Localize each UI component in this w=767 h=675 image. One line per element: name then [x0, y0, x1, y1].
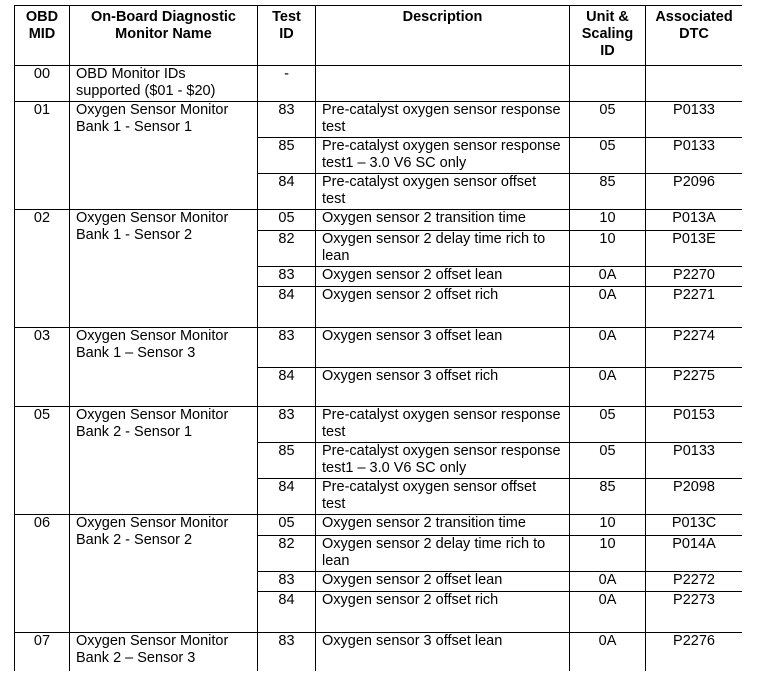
description-cell: Oxygen sensor 2 delay time rich to lean	[316, 231, 570, 267]
description-cell: Oxygen sensor 2 transition time	[316, 515, 570, 536]
description-cell: Pre-catalyst oxygen sensor offset test	[316, 479, 570, 515]
table-row	[15, 66, 743, 102]
test-id-cell: 83	[258, 633, 316, 672]
unit-cell: 10	[570, 515, 646, 536]
unit-cell: 0A	[570, 592, 646, 633]
dtc-cell: P2098	[646, 479, 743, 515]
obd-monitor-table	[14, 5, 742, 671]
unit-cell: 0A	[570, 328, 646, 368]
unit-cell: 10	[570, 210, 646, 231]
dtc-cell: P0133	[646, 102, 743, 138]
dtc-cell: P2270	[646, 267, 743, 287]
dtc-cell: P013E	[646, 231, 743, 267]
test-id-cell: 84	[258, 368, 316, 407]
description-cell: Oxygen sensor 2 offset lean	[316, 572, 570, 592]
dtc-cell: P013A	[646, 210, 743, 231]
test-id-cell: 85	[258, 138, 316, 174]
description-cell: Oxygen sensor 3 offset lean	[316, 633, 570, 672]
description-cell: Oxygen sensor 3 offset lean	[316, 328, 570, 368]
test-id-cell: 05	[258, 515, 316, 536]
header-associated-dtc: Associated DTC	[646, 6, 743, 66]
header-description: Description	[316, 6, 570, 66]
mid-cell: 06	[15, 515, 70, 633]
dtc-cell: P2096	[646, 174, 743, 210]
test-id-cell: 83	[258, 407, 316, 443]
unit-cell: 0A	[570, 287, 646, 328]
unit-cell: 0A	[570, 633, 646, 672]
header-unit-scaling-id: Unit & Scaling ID	[570, 6, 646, 66]
unit-cell	[570, 66, 646, 102]
dtc-cell: P2271	[646, 287, 743, 328]
mid-cell: 02	[15, 210, 70, 328]
monitor-name-cell: OBD Monitor IDs supported ($01 - $20)	[70, 66, 258, 102]
dtc-cell	[646, 66, 743, 102]
test-id-cell: 84	[258, 174, 316, 210]
dtc-cell: P0153	[646, 407, 743, 443]
description-cell: Oxygen sensor 2 delay time rich to lean	[316, 536, 570, 572]
unit-cell: 85	[570, 174, 646, 210]
description-cell: Pre-catalyst oxygen sensor response test	[316, 102, 570, 138]
dtc-cell: P2276	[646, 633, 743, 672]
unit-cell: 05	[570, 138, 646, 174]
unit-cell: 0A	[570, 572, 646, 592]
header-monitor-name: On-Board Diagnostic Monitor Name	[70, 6, 258, 66]
test-id-cell: -	[258, 66, 316, 102]
description-cell	[316, 66, 570, 102]
description-cell: Pre-catalyst oxygen sensor response test	[316, 407, 570, 443]
monitor-name-cell: Oxygen Sensor Monitor Bank 1 - Sensor 1	[70, 102, 258, 210]
test-id-cell: 05	[258, 210, 316, 231]
dtc-cell: P2275	[646, 368, 743, 407]
dtc-cell: P2274	[646, 328, 743, 368]
dtc-cell: P0133	[646, 443, 743, 479]
test-id-cell: 83	[258, 267, 316, 287]
test-id-cell: 83	[258, 328, 316, 368]
monitor-name-cell: Oxygen Sensor Monitor Bank 2 - Sensor 1	[70, 407, 258, 515]
table-row	[15, 210, 743, 231]
test-id-cell: 83	[258, 102, 316, 138]
dtc-cell: P014A	[646, 536, 743, 572]
description-cell: Pre-catalyst oxygen sensor response test1 – 3.0 V6 SC only	[316, 443, 570, 479]
dtc-cell: P0133	[646, 138, 743, 174]
header-obd-mid: OBD MID	[15, 6, 70, 66]
test-id-cell: 84	[258, 287, 316, 328]
unit-cell: 0A	[570, 267, 646, 287]
test-id-cell: 82	[258, 231, 316, 267]
description-cell: Oxygen sensor 2 offset rich	[316, 592, 570, 633]
table-row	[15, 633, 743, 672]
monitor-name-cell: Oxygen Sensor Monitor Bank 2 - Sensor 2	[70, 515, 258, 633]
test-id-cell: 84	[258, 479, 316, 515]
mid-cell: 01	[15, 102, 70, 210]
dtc-cell: P2273	[646, 592, 743, 633]
unit-cell: 05	[570, 443, 646, 479]
obd-monitor-table-container	[14, 5, 742, 671]
dtc-cell: P2272	[646, 572, 743, 592]
monitor-name-cell: Oxygen Sensor Monitor Bank 1 - Sensor 2	[70, 210, 258, 328]
description-cell: Oxygen sensor 2 offset rich	[316, 287, 570, 328]
table-row	[15, 515, 743, 536]
mid-cell: 03	[15, 328, 70, 407]
unit-cell: 85	[570, 479, 646, 515]
unit-cell: 10	[570, 231, 646, 267]
mid-cell: 00	[15, 66, 70, 102]
table-header-row	[15, 6, 743, 66]
dtc-cell: P013C	[646, 515, 743, 536]
test-id-cell: 85	[258, 443, 316, 479]
monitor-name-cell: Oxygen Sensor Monitor Bank 1 – Sensor 3	[70, 328, 258, 407]
description-cell: Oxygen sensor 2 offset lean	[316, 267, 570, 287]
test-id-cell: 84	[258, 592, 316, 633]
description-cell: Oxygen sensor 2 transition time	[316, 210, 570, 231]
unit-cell: 05	[570, 407, 646, 443]
unit-cell: 05	[570, 102, 646, 138]
test-id-cell: 82	[258, 536, 316, 572]
header-test-id: Test ID	[258, 6, 316, 66]
table-row	[15, 328, 743, 368]
monitor-name-cell: Oxygen Sensor Monitor Bank 2 – Sensor 3	[70, 633, 258, 672]
description-cell: Oxygen sensor 3 offset rich	[316, 368, 570, 407]
table-row	[15, 102, 743, 138]
table-row	[15, 407, 743, 443]
unit-cell: 10	[570, 536, 646, 572]
description-cell: Pre-catalyst oxygen sensor response test1 – 3.0 V6 SC only	[316, 138, 570, 174]
mid-cell: 05	[15, 407, 70, 515]
mid-cell: 07	[15, 633, 70, 672]
unit-cell: 0A	[570, 368, 646, 407]
description-cell: Pre-catalyst oxygen sensor offset test	[316, 174, 570, 210]
test-id-cell: 83	[258, 572, 316, 592]
